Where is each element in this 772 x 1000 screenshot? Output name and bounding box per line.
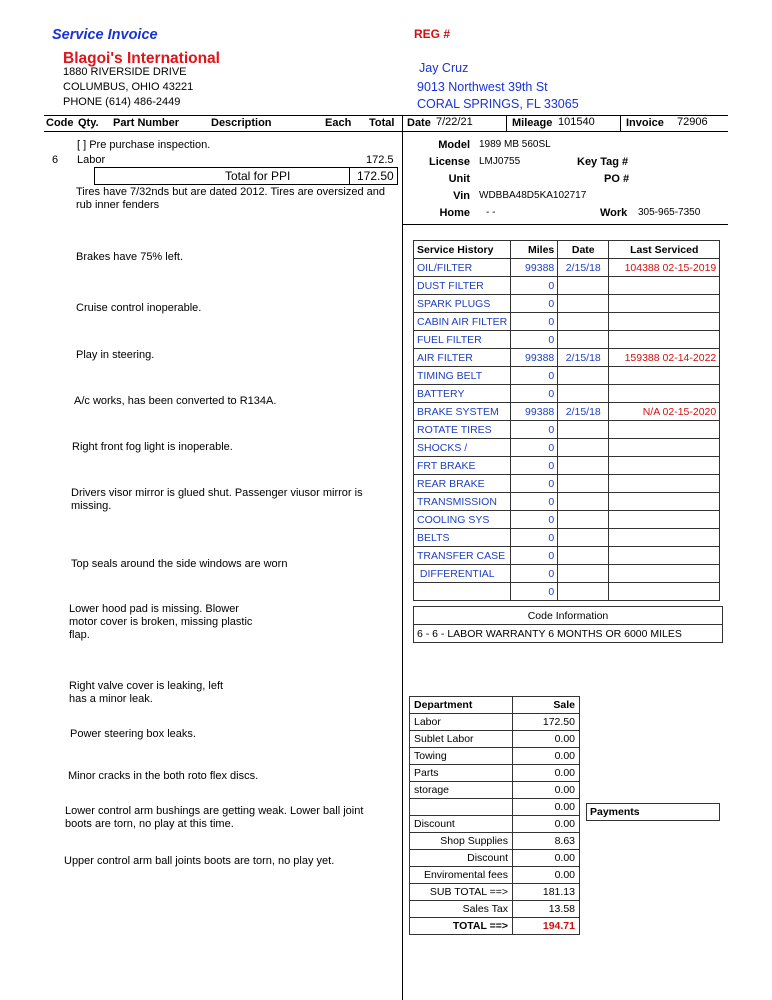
department-name [410, 799, 513, 816]
service-history-row [414, 313, 720, 331]
service-item-date [558, 313, 609, 331]
col-each: Each [325, 117, 352, 129]
service-history-row [414, 331, 720, 349]
service-history-row [414, 565, 720, 583]
note-cruise-control: Cruise control inoperable. [76, 302, 202, 314]
note-flex-discs: Minor cracks in the both roto flex discs. [68, 770, 259, 782]
payments-box: Payments [586, 803, 720, 821]
service-item-miles: 0 [511, 457, 558, 475]
department-sale: 172.50 [513, 714, 580, 731]
department-sales-table [409, 696, 580, 935]
service-item-date [558, 385, 609, 403]
license-label: License [429, 156, 470, 168]
service-item-last-serviced [609, 529, 720, 547]
department-row [410, 816, 580, 833]
note-hood-pad: Lower hood pad is missing. Blower motor cover is broken, missing plastic flap. [69, 603, 253, 641]
department-row [410, 867, 580, 884]
customer-address-line2: CORAL SPRINGS, FL 33065 [417, 97, 579, 111]
note-tires: Tires have 7/32nds but are dated 2012. Tires are oversized and rub inner fenders [76, 186, 386, 211]
department-sale: 13.58 [513, 901, 580, 918]
service-history-row [414, 583, 720, 601]
service-item-name: TRANSMISSION [414, 493, 511, 511]
company-phone: PHONE (614) 486-2449 [63, 96, 181, 108]
service-item-name [414, 583, 511, 601]
company-address-line1: 1880 RIVERSIDE DRIVE [63, 66, 187, 78]
home-phone-value: - - [486, 207, 496, 218]
service-history-row [414, 493, 720, 511]
labor-description: Labor [77, 154, 106, 166]
service-item-last-serviced: N/A 02-15-2020 [609, 403, 720, 421]
labor-code: 6 [52, 154, 59, 166]
code-information-table [413, 606, 723, 643]
service-item-date [558, 475, 609, 493]
main-column-divider [402, 132, 403, 1000]
department-sale: 0.00 [513, 799, 580, 816]
service-item-last-serviced [609, 313, 720, 331]
department-sale: 194.71 [513, 918, 580, 935]
service-history-col-date: Date [558, 241, 609, 259]
mileage-value: 101540 [558, 116, 595, 128]
invoice-label: Invoice [626, 117, 664, 129]
home-label: Home [439, 207, 470, 219]
service-item-last-serviced: 159388 02-14-2022 [609, 349, 720, 367]
note-visor-mirror: Drivers visor mirror is glued shut. Passenger viusor mirror is missing. [71, 487, 363, 512]
department-sale: 0.00 [513, 816, 580, 833]
service-item-miles: 99388 [511, 349, 558, 367]
service-item-miles: 0 [511, 583, 558, 601]
service-history-row [414, 259, 720, 277]
note-brakes: Brakes have 75% left. [76, 251, 184, 263]
service-history-row [414, 457, 720, 475]
department-name: Sales Tax [410, 901, 513, 918]
service-item-date: 2/15/18 [558, 259, 609, 277]
col-total: Total [369, 117, 395, 129]
service-history-row [414, 403, 720, 421]
department-row [410, 833, 580, 850]
key-tag-label: Key Tag # [577, 156, 629, 168]
service-item-name: SHOCKS / [414, 439, 511, 457]
service-item-name: SPARK PLUGS [414, 295, 511, 313]
service-item-miles: 0 [511, 295, 558, 313]
ppi-box-divider [349, 168, 350, 184]
service-item-last-serviced [609, 421, 720, 439]
department-name: Shop Supplies [410, 833, 513, 850]
service-item-name: BRAKE SYSTEM [414, 403, 511, 421]
service-history-col-name: Service History [414, 241, 511, 259]
labor-total: 172.5 [366, 154, 394, 166]
service-item-date [558, 529, 609, 547]
vin-value: WDBBA48D5KA102717 [479, 190, 587, 201]
department-name: Towing [410, 748, 513, 765]
service-history-header [414, 241, 720, 259]
department-name: Labor [410, 714, 513, 731]
service-item-name: TRANSFER CASE [414, 547, 511, 565]
header-divider [402, 115, 403, 132]
customer-address-line1: 9013 Northwest 39th St [417, 80, 548, 94]
service-item-name: OIL/FILTER [414, 259, 511, 277]
service-history-row [414, 511, 720, 529]
department-sale: 0.00 [513, 782, 580, 799]
col-part-number: Part Number [113, 117, 180, 129]
vin-label: Vin [453, 190, 470, 202]
service-item-name: TIMING BELT [414, 367, 511, 385]
department-col-sale: Sale [513, 697, 580, 714]
department-sale: 0.00 [513, 850, 580, 867]
code-information-text: 6 - 6 - LABOR WARRANTY 6 MONTHS OR 6000 MILES [414, 625, 723, 643]
service-item-name: COOLING SYS [414, 511, 511, 529]
note-window-seals: Top seals around the side windows are worn [71, 558, 288, 570]
note-ac: A/c works, has been converted to R134A. [74, 395, 277, 407]
service-history-row [414, 475, 720, 493]
service-item-date [558, 565, 609, 583]
col-qty: Qty. [78, 117, 99, 129]
service-history-col-last-serviced: Last Serviced [609, 241, 720, 259]
company-address-line2: COLUMBUS, OHIO 43221 [63, 81, 194, 93]
service-history-row [414, 349, 720, 367]
service-history-table [413, 240, 720, 601]
service-item-last-serviced [609, 475, 720, 493]
note-valve-cover: Right valve cover is leaking, left has a minor leak. [69, 680, 224, 705]
service-item-last-serviced: 104388 02-15-2019 [609, 259, 720, 277]
service-item-miles: 0 [511, 313, 558, 331]
service-history-row [414, 421, 720, 439]
service-item-miles: 99388 [511, 403, 558, 421]
date-value: 7/22/21 [436, 116, 473, 128]
model-value: 1989 MB 560SL [479, 139, 551, 150]
ppi-total-box [94, 167, 398, 185]
invoice-title: Service Invoice [52, 27, 158, 43]
service-item-last-serviced [609, 547, 720, 565]
service-item-miles: 0 [511, 439, 558, 457]
department-row [410, 748, 580, 765]
service-item-date [558, 367, 609, 385]
pre-purchase-item: [ ] Pre purchase inspection. [77, 139, 211, 151]
work-phone-value: 305-965-7350 [638, 207, 701, 218]
service-item-name: ROTATE TIRES [414, 421, 511, 439]
service-item-name: BATTERY [414, 385, 511, 403]
service-item-last-serviced [609, 385, 720, 403]
work-label: Work [600, 207, 628, 219]
service-item-last-serviced [609, 295, 720, 313]
ppi-total-label: Total for PPI [225, 169, 291, 183]
service-item-miles: 0 [511, 475, 558, 493]
service-history-row [414, 295, 720, 313]
note-upper-control-arm: Upper control arm ball joints boots are torn, no play yet. [64, 855, 335, 867]
department-row [410, 782, 580, 799]
service-item-date: 2/15/18 [558, 349, 609, 367]
service-item-name: FRT BRAKE [414, 457, 511, 475]
department-name: storage [410, 782, 513, 799]
service-item-last-serviced [609, 583, 720, 601]
license-value: LMJ0755 [479, 156, 521, 167]
service-item-miles: 0 [511, 565, 558, 583]
service-history-row [414, 439, 720, 457]
department-name: Enviromental fees [410, 867, 513, 884]
service-item-date [558, 457, 609, 475]
header-divider-3 [620, 115, 621, 132]
service-item-last-serviced [609, 493, 720, 511]
service-item-date: 2/15/18 [558, 403, 609, 421]
department-name: Discount [410, 816, 513, 833]
service-item-date [558, 295, 609, 313]
service-item-miles: 0 [511, 529, 558, 547]
department-col-department: Department [410, 697, 513, 714]
department-row [410, 884, 580, 901]
service-item-last-serviced [609, 511, 720, 529]
service-item-miles: 0 [511, 367, 558, 385]
service-history-row [414, 367, 720, 385]
service-item-miles: 0 [511, 385, 558, 403]
department-row [410, 901, 580, 918]
service-item-name: FUEL FILTER [414, 331, 511, 349]
date-label: Date [407, 117, 431, 129]
service-item-miles: 0 [511, 547, 558, 565]
service-item-date [558, 421, 609, 439]
note-fog-light: Right front fog light is inoperable. [72, 441, 233, 453]
mileage-label: Mileage [512, 117, 553, 129]
service-history-row [414, 547, 720, 565]
service-item-date [558, 547, 609, 565]
service-item-miles: 0 [511, 493, 558, 511]
department-sale: 0.00 [513, 867, 580, 884]
department-name: Sublet Labor [410, 731, 513, 748]
service-item-last-serviced [609, 457, 720, 475]
service-item-date [558, 493, 609, 511]
department-name: SUB TOTAL ==> [410, 884, 513, 901]
service-item-date [558, 511, 609, 529]
header-bottom-rule [44, 131, 728, 132]
service-item-date [558, 439, 609, 457]
service-history-row [414, 529, 720, 547]
unit-label: Unit [448, 173, 470, 185]
service-item-miles: 0 [511, 277, 558, 295]
department-name: Parts [410, 765, 513, 782]
department-row [410, 714, 580, 731]
department-sale: 0.00 [513, 765, 580, 782]
note-power-steering: Power steering box leaks. [70, 728, 196, 740]
department-sale: 181.13 [513, 884, 580, 901]
service-item-name: DIFFERENTIAL [414, 565, 511, 583]
service-history-row [414, 385, 720, 403]
note-lower-control-arm: Lower control arm bushings are getting weak. Lower ball joint boots are torn, no play at this time. [65, 805, 364, 830]
header-divider-2 [506, 115, 507, 132]
service-item-name: REAR BRAKE [414, 475, 511, 493]
department-row [410, 918, 580, 935]
po-label: PO # [604, 173, 630, 185]
department-row [410, 799, 580, 816]
vehicle-info-rule [403, 224, 728, 225]
col-description: Description [211, 117, 272, 129]
department-name: TOTAL ==> [410, 918, 513, 935]
service-item-name: BELTS [414, 529, 511, 547]
service-item-last-serviced [609, 277, 720, 295]
ppi-total-value: 172.50 [357, 169, 394, 183]
service-item-last-serviced [609, 331, 720, 349]
invoice-number: 72906 [677, 116, 708, 128]
note-steering: Play in steering. [76, 349, 155, 361]
service-item-last-serviced [609, 565, 720, 583]
service-item-last-serviced [609, 439, 720, 457]
service-history-row [414, 277, 720, 295]
model-label: Model [438, 139, 470, 151]
header-top-rule [44, 115, 728, 116]
service-item-miles: 0 [511, 421, 558, 439]
col-code: Code [46, 117, 74, 129]
department-row [410, 765, 580, 782]
service-item-miles: 0 [511, 331, 558, 349]
service-item-date [558, 277, 609, 295]
service-history-col-miles: Miles [511, 241, 558, 259]
department-sale: 0.00 [513, 748, 580, 765]
reg-label: REG # [414, 27, 451, 41]
service-item-miles: 99388 [511, 259, 558, 277]
service-item-name: DUST FILTER [414, 277, 511, 295]
department-sale: 8.63 [513, 833, 580, 850]
service-item-name: CABIN AIR FILTER [414, 313, 511, 331]
customer-name: Jay Cruz [419, 61, 469, 75]
service-item-name: AIR FILTER [414, 349, 511, 367]
department-name: Discount [410, 850, 513, 867]
service-item-date [558, 331, 609, 349]
service-item-last-serviced [609, 367, 720, 385]
department-sale: 0.00 [513, 731, 580, 748]
department-row [410, 731, 580, 748]
code-information-title: Code Information [414, 607, 723, 625]
department-row [410, 850, 580, 867]
department-header [410, 697, 580, 714]
company-name: Blagoi's International [63, 50, 220, 67]
service-item-date [558, 583, 609, 601]
service-item-miles: 0 [511, 511, 558, 529]
